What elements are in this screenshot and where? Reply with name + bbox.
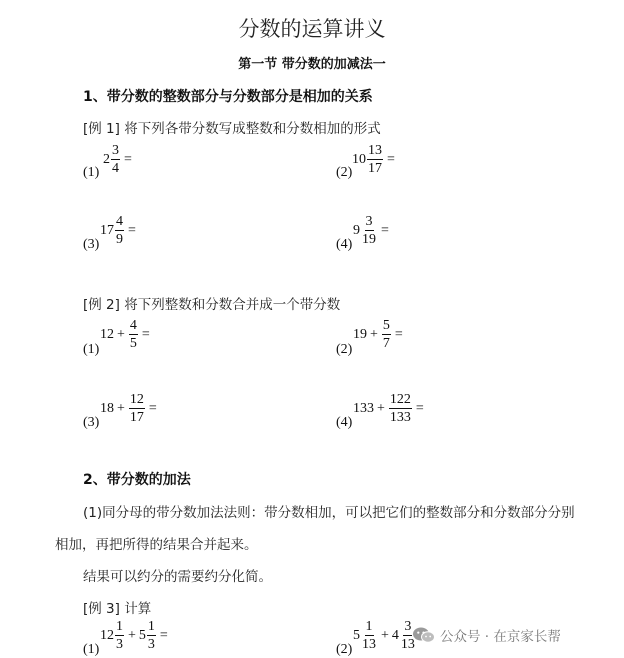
denominator: 7 (382, 336, 390, 351)
watermark-text: 公众号 · 在京家长帮 (440, 629, 561, 645)
numerator: 4 (116, 214, 123, 229)
fraction (111, 143, 120, 176)
whole-part: 5 (138, 627, 146, 643)
item-number: (2) (336, 165, 353, 180)
example-2-prompt (83, 293, 340, 313)
fraction (115, 214, 124, 247)
equals-sign: = (394, 326, 403, 342)
whole-part: 133 (353, 400, 374, 416)
numerator: 13 (368, 143, 382, 158)
example-3-label: [例 3] (83, 601, 120, 617)
numerator: 1 (147, 619, 155, 634)
plus-sign: + (377, 400, 385, 416)
equals-sign: = (381, 222, 389, 238)
whole-part: 17 (100, 222, 114, 238)
denominator: 19 (362, 232, 376, 247)
mixed-number-expression (103, 143, 132, 176)
denominator: 17 (368, 161, 382, 176)
example-3-text: 计算 (124, 601, 152, 617)
example-1-prompt (83, 117, 381, 137)
sum-expression (353, 392, 424, 425)
example-1-text: 将下列各带分数写成整数和分数相加的形式 (124, 121, 381, 137)
plus-sign: + (370, 326, 378, 342)
watermark (412, 625, 561, 645)
example-2-label: [例 2] (83, 297, 120, 313)
page-title: 分数的运算讲义 (238, 17, 386, 41)
example-3-prompt (83, 597, 151, 617)
denominator: 17 (129, 410, 144, 425)
equals-sign: = (415, 400, 424, 416)
whole-part: 19 (353, 326, 367, 342)
denominator: 13 (362, 637, 376, 652)
equals-sign: = (148, 400, 157, 416)
item-number: (2) (336, 342, 353, 357)
fraction (382, 318, 391, 351)
equals-sign: = (387, 151, 395, 167)
item-number: (2) (336, 642, 353, 657)
whole-part: 4 (391, 627, 399, 643)
fraction (367, 143, 383, 176)
example-2-text: 将下列整数和分数合并成一个带分数 (124, 297, 341, 313)
numerator: 122 (389, 392, 411, 407)
denominator: 9 (116, 232, 123, 247)
simplify-note: 结果可以约分的需要约分化简。 (83, 569, 272, 585)
fraction (361, 619, 377, 652)
equals-sign: = (124, 151, 132, 167)
item-number: (1) (83, 165, 100, 180)
equals-sign: = (159, 627, 168, 643)
denominator: 4 (112, 161, 119, 176)
fraction (129, 318, 138, 351)
numerator: 1 (116, 619, 123, 634)
wechat-logo-icon (412, 626, 436, 644)
numerator: 12 (129, 392, 144, 407)
numerator: 5 (382, 318, 390, 333)
sum-expression (100, 318, 150, 351)
section-title: 第一节 带分数的加减法一 (238, 57, 386, 72)
plus-sign: + (117, 326, 125, 342)
plus-sign: + (117, 400, 125, 416)
denominator: 5 (129, 336, 137, 351)
plus-sign: + (128, 627, 136, 643)
whole-part: 10 (352, 151, 366, 167)
fraction (147, 619, 156, 652)
fraction (115, 619, 124, 652)
numerator: 3 (404, 619, 412, 634)
rule-paragraph-line-2: 相加，再把所得的结果合并起来。 (55, 537, 258, 553)
plus-sign: + (381, 627, 389, 643)
sum-expression (100, 392, 157, 425)
numerator: 1 (365, 619, 373, 634)
fraction (129, 392, 145, 425)
item-number: (3) (83, 237, 100, 252)
heading-1: 1、带分数的整数部分与分数部分是相加的关系 (83, 89, 373, 105)
item-number: (3) (83, 415, 100, 430)
whole-part: 18 (100, 400, 114, 416)
fraction (361, 214, 377, 247)
whole-part: 5 (353, 627, 360, 643)
numerator: 4 (129, 318, 137, 333)
item-number: (1) (83, 642, 100, 657)
whole-part: 2 (103, 151, 110, 167)
sum-expression (353, 318, 403, 351)
whole-part: 12 (100, 627, 114, 643)
mixed-sum-expression (100, 619, 168, 652)
whole-part: 12 (100, 326, 114, 342)
numerator: 3 (112, 143, 119, 158)
equals-sign: = (141, 326, 150, 342)
item-number: (1) (83, 342, 100, 357)
mixed-number-expression (100, 214, 136, 247)
heading-2: 2、带分数的加法 (83, 472, 191, 488)
denominator: 13 (400, 637, 415, 652)
rule-paragraph-line-1: (1)同分母的带分数加法法则：带分数相加，可以把它们的整数部分和分数部分分别 (83, 505, 575, 521)
denominator: 3 (147, 637, 155, 652)
item-number: (4) (336, 415, 353, 430)
denominator: 3 (116, 637, 123, 652)
denominator: 133 (389, 410, 411, 425)
mixed-number-expression (352, 143, 395, 176)
fraction (389, 392, 412, 425)
numerator: 3 (365, 214, 373, 229)
example-1-label: [例 1] (83, 121, 120, 137)
whole-part: 9 (353, 222, 360, 238)
item-number: (4) (336, 237, 353, 252)
mixed-number-expression (353, 214, 389, 247)
equals-sign: = (128, 222, 136, 238)
